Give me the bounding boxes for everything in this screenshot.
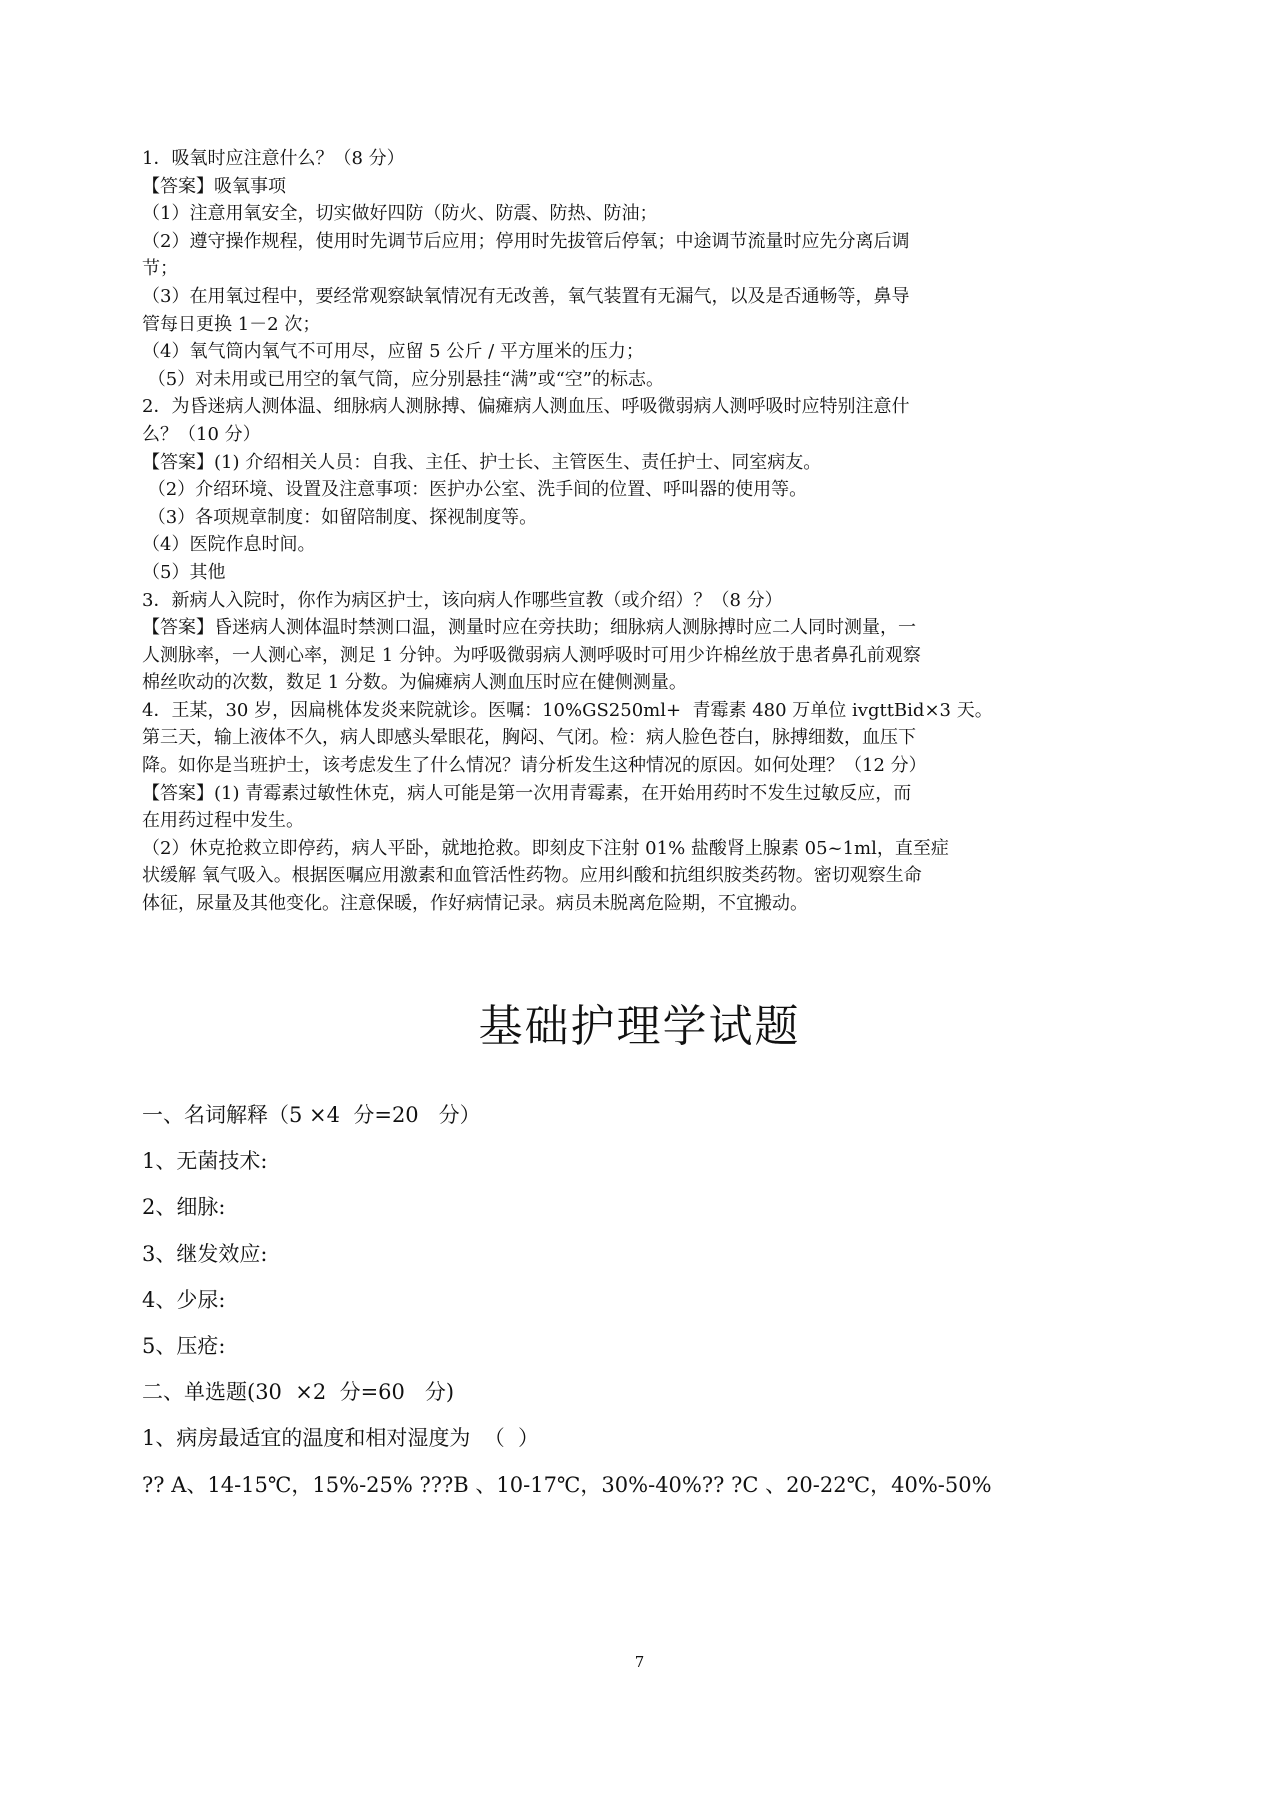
single-choice-question-1: 1、病房最适宜的温度和相对湿度为 （ ） <box>142 1426 540 1451</box>
exam-questions <box>142 1092 1142 1508</box>
question-2-cont: 么？（10 分） <box>142 423 261 445</box>
answer-2-item-2: （2）介绍环境、设置及注意事项：医护办公室、洗手间的位置、呼叫器的使用等。 <box>142 479 808 501</box>
answer-1-item-1: （1）注意用氧安全，切实做好四防（防火、防震、防热、防油； <box>142 203 658 225</box>
answer-1-heading: 【答案】吸氧事项 <box>142 175 286 197</box>
question-4-cont-2: 降。如你是当班护士，该考虑发生了什么情况？请分析发生这种情况的原因。如何处理？（12 分） <box>142 755 927 777</box>
question-1: 1．吸氧时应注意什么？（8 分） <box>142 148 405 169</box>
answer-3-line-2: 人测脉率，一人测心率，测足 1 分钟。为呼吸微弱病人测呼吸时可用少许棉丝放于患者鼻孔前观察 <box>142 644 921 666</box>
answer-1-item-2: （2）遵守操作规程，使用时先调节后应用；停用时先拔管后停氧；中途调节流量时应先分离后调 <box>142 230 910 252</box>
exam-title: 基础护理学试题 <box>478 1001 801 1052</box>
single-choice-options-1: ?? A、14-15℃，15%-25% ???B 、10-17℃，30%-40%?? ?C 、20-22℃，40%-50% <box>142 1472 992 1497</box>
answer-1-item-5: （5）对未用或已用空的氧气筒，应分别悬挂“满”或“空”的标志。 <box>142 368 664 390</box>
answer-4-item-2: （2）休克抢救立即停药，病人平卧，就地抢救。即刻皮下注射 01% 盐酸肾上腺素 05~1ml，直至症 <box>142 837 949 859</box>
answer-2-item-5: （5）其他 <box>142 561 226 583</box>
section-heading-single-choice: 二、单选题(30 ×2 分=60 分) <box>142 1380 455 1405</box>
answer-1-item-2-cont: 节； <box>142 258 178 280</box>
answer-4-item-1: 【答案】(1) 青霉素过敏性休克，病人可能是第一次用青霉素，在开始用药时不发生过敏反应，而 <box>142 782 912 804</box>
answer-2-item-3: （3）各项规章制度：如留陪制度、探视制度等。 <box>142 506 538 528</box>
answer-2-item-1: 【答案】(1) 介绍相关人员：自我、主任、护士长、主管医生、责任护士、同室病友。 <box>142 451 822 473</box>
definition-item-2: 2、细脉: <box>142 1195 226 1220</box>
page-number: 7 <box>634 1653 645 1671</box>
answer-4-item-1-cont: 在用药过程中发生。 <box>142 810 304 832</box>
answer-3-line-3: 棉丝吹动的次数，数足 1 分数。为偏瘫病人测血压时应在健侧测量。 <box>142 672 687 694</box>
question-3: 3．新病人入院时，你作为病区护士，该向病人作哪些宣教（或介绍）？（8 分） <box>142 589 783 611</box>
question-4-cont-1: 第三天，输上液体不久，病人即感头晕眼花，胸闷、气闭。检：病人脸色苍白，脉搏细数，血压下 <box>142 727 916 749</box>
definition-item-4: 4、少尿: <box>142 1287 226 1312</box>
answer-3-line-1: 【答案】昏迷病人测体温时禁测口温，测量时应在旁扶助；细脉病人测脉搏时应二人同时测量，一 <box>142 617 916 639</box>
answer-4-item-2-cont-1: 状缓解 氧气吸入。根据医嘱应用激素和血管活性药物。应用纠酸和抗组织胺类药物。密切观察生命 <box>142 865 922 887</box>
definition-item-1: 1、无菌技术: <box>142 1149 268 1174</box>
answer-1-item-3: （3）在用氧过程中，要经常观察缺氧情况有无改善，氧气装置有无漏气，以及是否通畅等，鼻导 <box>142 285 910 307</box>
section-heading-definitions: 一、名词解释（5 ×4 分=20 分） <box>142 1103 481 1127</box>
question-4: 4．王某，30 岁，因扁桃体发炎来院就诊。医嘱：10%GS250ml+ 青霉素 480 万单位 ivgttBid×3 天。 <box>142 699 993 721</box>
question-2: 2．为昏迷病人测体温、细脉病人测脉搏、偏瘫病人测血压、呼吸微弱病人测呼吸时应特别注意什 <box>142 396 910 418</box>
answer-4-item-2-cont-2: 体征，尿量及其他变化。注意保暖，作好病情记录。病员未脱离危险期，不宜搬动。 <box>142 893 808 915</box>
answer-section <box>142 145 1062 918</box>
answer-2-item-4: （4）医院作息时间。 <box>142 534 316 556</box>
definition-item-3: 3、继发效应: <box>142 1241 268 1266</box>
answer-1-item-4: （4）氧气筒内氧气不可用尽，应留 5 公斤 / 平方厘米的压力； <box>142 341 644 363</box>
answer-1-item-3-cont: 管每日更换 1－2 次； <box>142 313 321 335</box>
definition-item-5: 5、压疮: <box>142 1333 226 1358</box>
